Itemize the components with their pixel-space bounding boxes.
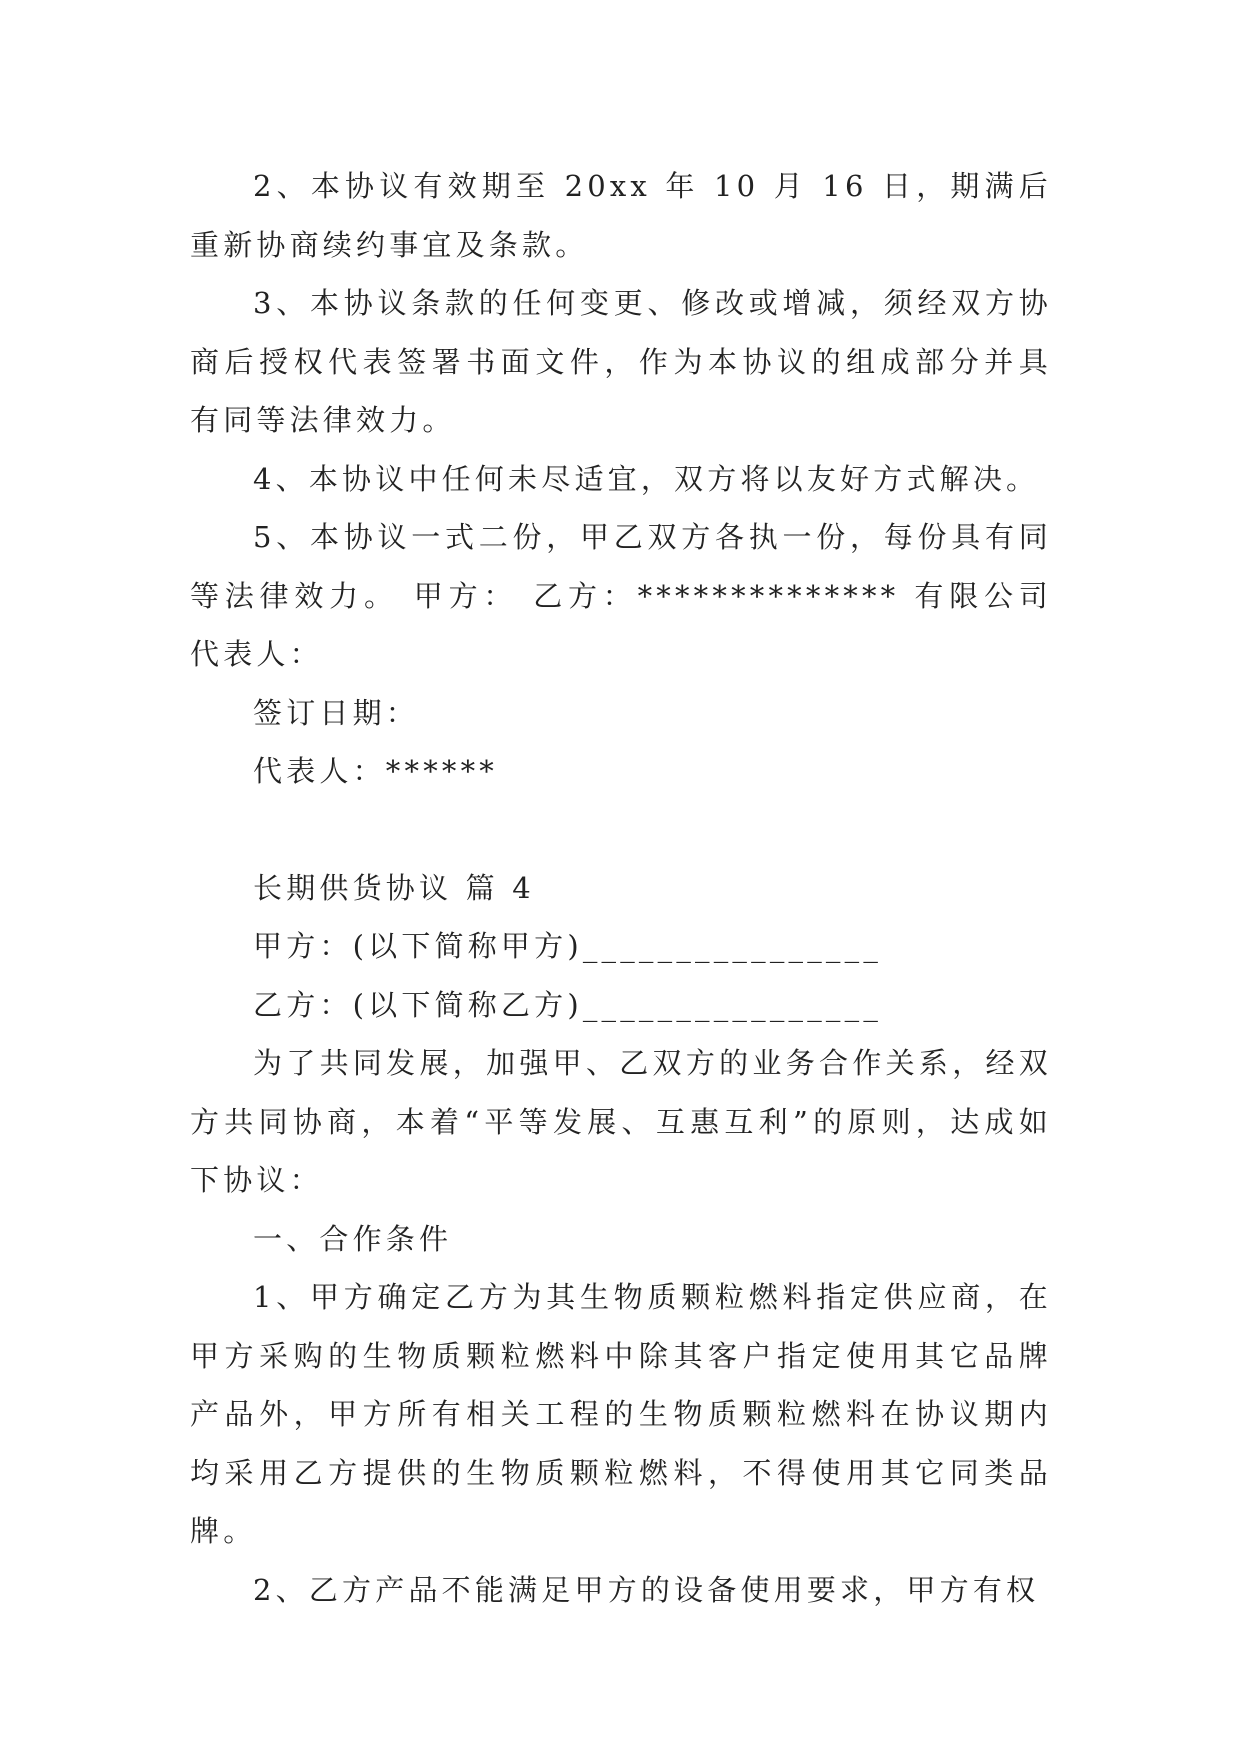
- section-title: 长期供货协议 篇 4: [253, 870, 535, 905]
- paragraph-amendments: 3、本协议条款的任何变更、修改或增减，须经双方协商后授权代表签署书面文件，作为本协议的组成部分并具有同等法律效力。: [190, 286, 1052, 437]
- paragraph-copies-signatories: 5、本协议一式二份，甲乙双方各执一份，每份具有同等法律效力。 甲方： 乙方：************** 有限公司 代表人：: [190, 520, 1052, 671]
- signing-date-label: 签订日期：: [253, 695, 420, 730]
- paragraph-validity-term: 2、本协议有效期至 20xx 年 10 月 16 日，期满后重新协商续约事宜及条款。: [190, 169, 1052, 262]
- intro-paragraph: 为了共同发展，加强甲、乙双方的业务合作关系，经双方共同协商，本着“平等发展、互惠互利”的原则，达成如下协议：: [190, 1046, 1052, 1197]
- section-spacer: [190, 801, 1052, 859]
- heading-cooperation-conditions: 一、合作条件: [253, 1221, 453, 1256]
- clause-1-paragraph: 1、甲方确定乙方为其生物质颗粒燃料指定供应商，在甲方采购的生物质颗粒燃料中除其客户指定使用其它品牌产品外，甲方所有相关工程的生物质颗粒燃料在协议期内均采用乙方提供的生物质颗粒燃料，不得使用其它同类品牌。: [190, 1280, 1052, 1548]
- party-a-line: 甲方：(以下简称甲方)________________: [253, 929, 883, 963]
- clause-2-paragraph: 2、乙方产品不能满足甲方的设备使用要求，甲方有权: [253, 1572, 1040, 1607]
- paragraph-unresolved-matters: 4、本协议中任何未尽适宜，双方将以友好方式解决。: [253, 461, 1040, 496]
- document-body: [190, 157, 1052, 1619]
- representative-label: 代表人：******: [253, 754, 499, 788]
- party-b-line: 乙方：(以下简称乙方)________________: [253, 987, 883, 1022]
